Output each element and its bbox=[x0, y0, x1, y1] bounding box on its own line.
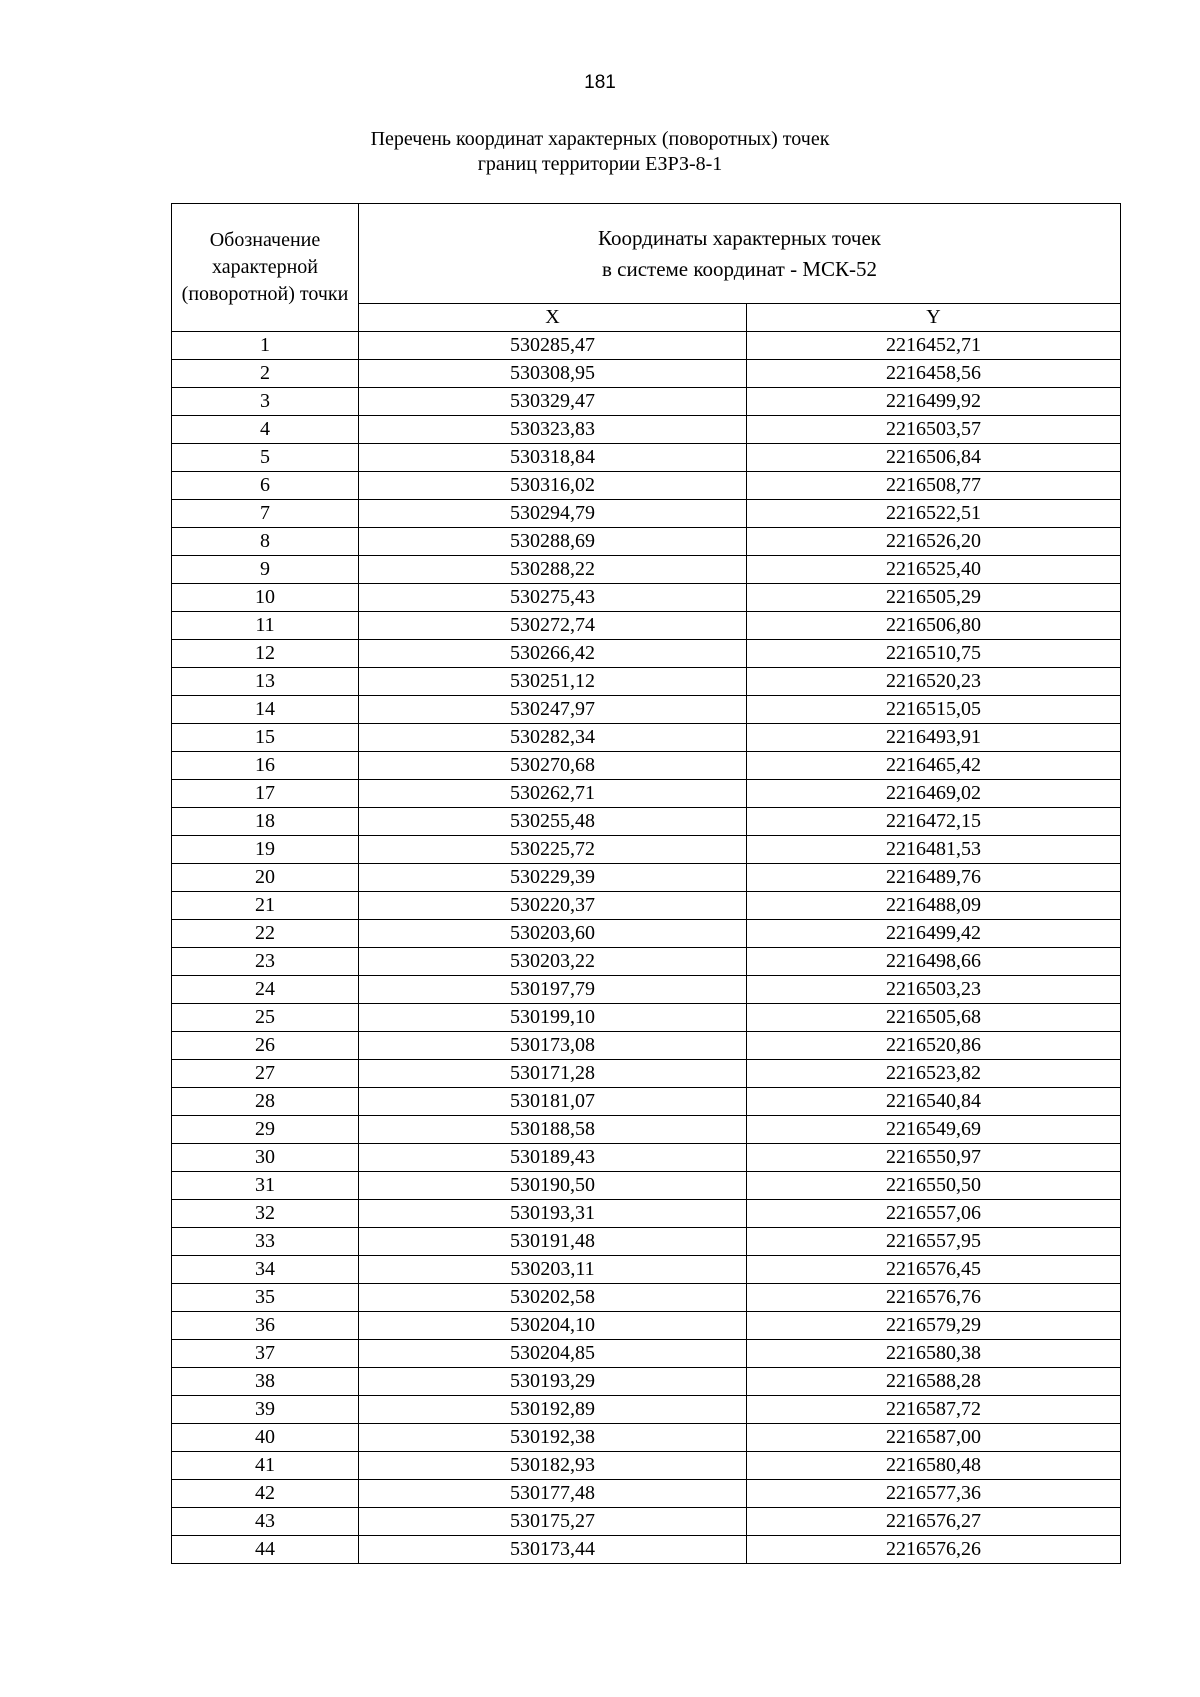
cell-point-number: 13 bbox=[172, 668, 359, 696]
cell-point-number: 40 bbox=[172, 1424, 359, 1452]
document-title bbox=[0, 127, 1200, 177]
cell-y: 2216452,71 bbox=[747, 332, 1121, 360]
table-row bbox=[172, 864, 1121, 892]
table-row bbox=[172, 1116, 1121, 1144]
cell-point-number: 44 bbox=[172, 1536, 359, 1564]
cell-y: 2216577,36 bbox=[747, 1480, 1121, 1508]
cell-x: 530173,44 bbox=[359, 1536, 747, 1564]
table-row bbox=[172, 668, 1121, 696]
cell-x: 530190,50 bbox=[359, 1172, 747, 1200]
cell-y: 2216557,95 bbox=[747, 1228, 1121, 1256]
cell-x: 530323,83 bbox=[359, 416, 747, 444]
cell-y: 2216520,86 bbox=[747, 1032, 1121, 1060]
table-header bbox=[172, 204, 1121, 332]
table-row bbox=[172, 1480, 1121, 1508]
table-row bbox=[172, 1396, 1121, 1424]
cell-x: 530182,93 bbox=[359, 1452, 747, 1480]
table-row bbox=[172, 780, 1121, 808]
cell-x: 530199,10 bbox=[359, 1004, 747, 1032]
cell-y: 2216499,42 bbox=[747, 920, 1121, 948]
cell-y: 2216526,20 bbox=[747, 528, 1121, 556]
table-row bbox=[172, 1004, 1121, 1032]
cell-y: 2216472,15 bbox=[747, 808, 1121, 836]
cell-y: 2216525,40 bbox=[747, 556, 1121, 584]
table-row bbox=[172, 1088, 1121, 1116]
cell-x: 530270,68 bbox=[359, 752, 747, 780]
cell-point-number: 38 bbox=[172, 1368, 359, 1396]
table-row bbox=[172, 1144, 1121, 1172]
cell-x: 530288,69 bbox=[359, 528, 747, 556]
cell-point-number: 34 bbox=[172, 1256, 359, 1284]
cell-point-number: 41 bbox=[172, 1452, 359, 1480]
table-row bbox=[172, 528, 1121, 556]
cell-point-number: 6 bbox=[172, 472, 359, 500]
cell-y: 2216481,53 bbox=[747, 836, 1121, 864]
table-row bbox=[172, 920, 1121, 948]
table-row bbox=[172, 1172, 1121, 1200]
table-row bbox=[172, 1536, 1121, 1564]
cell-x: 530272,74 bbox=[359, 612, 747, 640]
table-row bbox=[172, 1340, 1121, 1368]
cell-x: 530203,22 bbox=[359, 948, 747, 976]
cell-point-number: 24 bbox=[172, 976, 359, 1004]
cell-x: 530204,10 bbox=[359, 1312, 747, 1340]
cell-y: 2216469,02 bbox=[747, 780, 1121, 808]
cell-point-number: 37 bbox=[172, 1340, 359, 1368]
cell-x: 530282,34 bbox=[359, 724, 747, 752]
table-row bbox=[172, 1200, 1121, 1228]
cell-y: 2216576,45 bbox=[747, 1256, 1121, 1284]
cell-y: 2216540,84 bbox=[747, 1088, 1121, 1116]
cell-x: 530202,58 bbox=[359, 1284, 747, 1312]
cell-point-number: 28 bbox=[172, 1088, 359, 1116]
cell-point-number: 16 bbox=[172, 752, 359, 780]
cell-x: 530173,08 bbox=[359, 1032, 747, 1060]
cell-x: 530262,71 bbox=[359, 780, 747, 808]
table-row bbox=[172, 696, 1121, 724]
table-row bbox=[172, 416, 1121, 444]
cell-x: 530189,43 bbox=[359, 1144, 747, 1172]
cell-y: 2216557,06 bbox=[747, 1200, 1121, 1228]
header-coordinates bbox=[359, 204, 1121, 304]
cell-y: 2216506,84 bbox=[747, 444, 1121, 472]
cell-x: 530193,31 bbox=[359, 1200, 747, 1228]
cell-point-number: 22 bbox=[172, 920, 359, 948]
cell-y: 2216550,50 bbox=[747, 1172, 1121, 1200]
table-row bbox=[172, 976, 1121, 1004]
coordinates-table bbox=[171, 203, 1121, 1564]
cell-x: 530175,27 bbox=[359, 1508, 747, 1536]
page-number: 181 bbox=[584, 72, 616, 93]
table-row bbox=[172, 332, 1121, 360]
table-row bbox=[172, 1284, 1121, 1312]
cell-point-number: 26 bbox=[172, 1032, 359, 1060]
table-row bbox=[172, 444, 1121, 472]
table-row bbox=[172, 556, 1121, 584]
cell-point-number: 43 bbox=[172, 1508, 359, 1536]
cell-point-number: 19 bbox=[172, 836, 359, 864]
cell-point-number: 3 bbox=[172, 388, 359, 416]
cell-point-number: 29 bbox=[172, 1116, 359, 1144]
header-y: Y bbox=[747, 304, 1121, 332]
table-row bbox=[172, 472, 1121, 500]
cell-y: 2216505,68 bbox=[747, 1004, 1121, 1032]
cell-y: 2216506,80 bbox=[747, 612, 1121, 640]
cell-y: 2216499,92 bbox=[747, 388, 1121, 416]
cell-y: 2216465,42 bbox=[747, 752, 1121, 780]
cell-point-number: 30 bbox=[172, 1144, 359, 1172]
cell-point-number: 10 bbox=[172, 584, 359, 612]
table-row bbox=[172, 1452, 1121, 1480]
cell-x: 530247,97 bbox=[359, 696, 747, 724]
cell-y: 2216576,76 bbox=[747, 1284, 1121, 1312]
cell-point-number: 9 bbox=[172, 556, 359, 584]
cell-x: 530229,39 bbox=[359, 864, 747, 892]
cell-x: 530275,43 bbox=[359, 584, 747, 612]
cell-x: 530308,95 bbox=[359, 360, 747, 388]
header-coordinates-line-2: в системе координат - МСК-52 bbox=[601, 256, 878, 281]
cell-point-number: 31 bbox=[172, 1172, 359, 1200]
cell-x: 530191,48 bbox=[359, 1228, 747, 1256]
cell-y: 2216498,66 bbox=[747, 948, 1121, 976]
cell-point-number: 5 bbox=[172, 444, 359, 472]
table-row bbox=[172, 1424, 1121, 1452]
cell-x: 530220,37 bbox=[359, 892, 747, 920]
cell-point-number: 11 bbox=[172, 612, 359, 640]
cell-y: 2216580,48 bbox=[747, 1452, 1121, 1480]
cell-x: 530255,48 bbox=[359, 808, 747, 836]
title-line-1: Перечень координат характерных (поворотных) точек bbox=[370, 128, 830, 150]
cell-x: 530188,58 bbox=[359, 1116, 747, 1144]
cell-y: 2216587,00 bbox=[747, 1424, 1121, 1452]
table-row bbox=[172, 724, 1121, 752]
cell-x: 530251,12 bbox=[359, 668, 747, 696]
cell-point-number: 27 bbox=[172, 1060, 359, 1088]
cell-y: 2216505,29 bbox=[747, 584, 1121, 612]
table-row bbox=[172, 500, 1121, 528]
cell-point-number: 36 bbox=[172, 1312, 359, 1340]
cell-x: 530192,89 bbox=[359, 1396, 747, 1424]
cell-y: 2216587,72 bbox=[747, 1396, 1121, 1424]
table-row bbox=[172, 1508, 1121, 1536]
cell-y: 2216549,69 bbox=[747, 1116, 1121, 1144]
cell-y: 2216508,77 bbox=[747, 472, 1121, 500]
cell-x: 530203,11 bbox=[359, 1256, 747, 1284]
table-row bbox=[172, 892, 1121, 920]
cell-point-number: 21 bbox=[172, 892, 359, 920]
cell-point-number: 15 bbox=[172, 724, 359, 752]
cell-x: 530181,07 bbox=[359, 1088, 747, 1116]
title-line-2: границ территории ЕЗРЗ-8-1 bbox=[477, 153, 723, 175]
cell-x: 530316,02 bbox=[359, 472, 747, 500]
cell-point-number: 14 bbox=[172, 696, 359, 724]
cell-point-number: 4 bbox=[172, 416, 359, 444]
cell-point-number: 2 bbox=[172, 360, 359, 388]
cell-y: 2216503,57 bbox=[747, 416, 1121, 444]
table-row bbox=[172, 1256, 1121, 1284]
cell-y: 2216576,27 bbox=[747, 1508, 1121, 1536]
cell-point-number: 8 bbox=[172, 528, 359, 556]
cell-y: 2216576,26 bbox=[747, 1536, 1121, 1564]
table-row bbox=[172, 1060, 1121, 1088]
table-row bbox=[172, 752, 1121, 780]
cell-y: 2216579,29 bbox=[747, 1312, 1121, 1340]
table-row bbox=[172, 808, 1121, 836]
table-row bbox=[172, 1368, 1121, 1396]
cell-y: 2216523,82 bbox=[747, 1060, 1121, 1088]
table-row bbox=[172, 360, 1121, 388]
table-row bbox=[172, 640, 1121, 668]
table-row bbox=[172, 836, 1121, 864]
cell-x: 530329,47 bbox=[359, 388, 747, 416]
cell-point-number: 20 bbox=[172, 864, 359, 892]
cell-x: 530204,85 bbox=[359, 1340, 747, 1368]
cell-y: 2216493,91 bbox=[747, 724, 1121, 752]
cell-x: 530285,47 bbox=[359, 332, 747, 360]
cell-point-number: 1 bbox=[172, 332, 359, 360]
table-row bbox=[172, 948, 1121, 976]
cell-y: 2216588,28 bbox=[747, 1368, 1121, 1396]
table-body bbox=[172, 332, 1121, 1564]
cell-y: 2216488,09 bbox=[747, 892, 1121, 920]
table-row bbox=[172, 584, 1121, 612]
table-row bbox=[172, 388, 1121, 416]
cell-y: 2216503,23 bbox=[747, 976, 1121, 1004]
table-row bbox=[172, 612, 1121, 640]
table-row bbox=[172, 1228, 1121, 1256]
cell-point-number: 17 bbox=[172, 780, 359, 808]
cell-x: 530203,60 bbox=[359, 920, 747, 948]
cell-point-number: 35 bbox=[172, 1284, 359, 1312]
cell-point-number: 33 bbox=[172, 1228, 359, 1256]
cell-y: 2216489,76 bbox=[747, 864, 1121, 892]
cell-y: 2216515,05 bbox=[747, 696, 1121, 724]
cell-point-number: 32 bbox=[172, 1200, 359, 1228]
cell-point-number: 7 bbox=[172, 500, 359, 528]
cell-point-number: 23 bbox=[172, 948, 359, 976]
cell-y: 2216580,38 bbox=[747, 1340, 1121, 1368]
cell-point-number: 12 bbox=[172, 640, 359, 668]
cell-y: 2216550,97 bbox=[747, 1144, 1121, 1172]
header-x: X bbox=[359, 304, 747, 332]
cell-x: 530266,42 bbox=[359, 640, 747, 668]
cell-x: 530318,84 bbox=[359, 444, 747, 472]
cell-x: 530193,29 bbox=[359, 1368, 747, 1396]
cell-x: 530197,79 bbox=[359, 976, 747, 1004]
header-coordinates-line-1: Координаты характерных точек bbox=[598, 225, 881, 250]
table-row bbox=[172, 1032, 1121, 1060]
cell-y: 2216520,23 bbox=[747, 668, 1121, 696]
cell-x: 530294,79 bbox=[359, 500, 747, 528]
cell-x: 530171,28 bbox=[359, 1060, 747, 1088]
cell-point-number: 25 bbox=[172, 1004, 359, 1032]
cell-x: 530225,72 bbox=[359, 836, 747, 864]
cell-y: 2216458,56 bbox=[747, 360, 1121, 388]
cell-point-number: 18 bbox=[172, 808, 359, 836]
table-row bbox=[172, 1312, 1121, 1340]
cell-x: 530192,38 bbox=[359, 1424, 747, 1452]
cell-x: 530288,22 bbox=[359, 556, 747, 584]
header-point-designation: Обозначение характерной (поворотной) точки bbox=[172, 204, 359, 332]
cell-point-number: 39 bbox=[172, 1396, 359, 1424]
cell-y: 2216522,51 bbox=[747, 500, 1121, 528]
cell-x: 530177,48 bbox=[359, 1480, 747, 1508]
cell-point-number: 42 bbox=[172, 1480, 359, 1508]
cell-y: 2216510,75 bbox=[747, 640, 1121, 668]
